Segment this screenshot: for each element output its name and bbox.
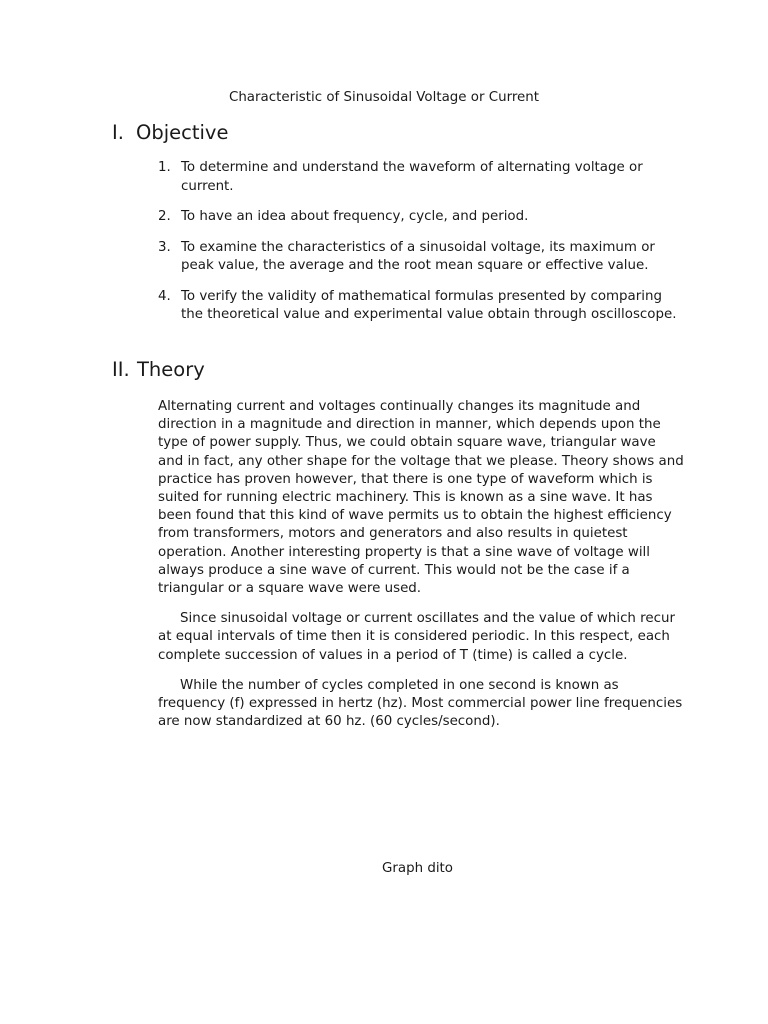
item-text: To have an idea about frequency, cycle, and period. — [181, 209, 529, 224]
objective-item — [158, 239, 678, 276]
item-text: To verify the validity of mathematical formulas presented by comparing the theoretical value and experimental value obtain through oscilloscope. — [181, 288, 677, 322]
objective-item — [158, 159, 678, 196]
item-text: To examine the characteristics of a sinusoidal voltage, its maximum or peak value, the average and the root mean square or effective value. — [181, 239, 655, 273]
objective-list — [158, 159, 678, 337]
item-number: 2. — [158, 209, 171, 224]
graph-placeholder-note: Graph dito — [382, 861, 453, 876]
theory-paragraph: Alternating current and voltages continually changes its magnitude and direction in a magnitude and direction in manner, which depends upon the type of power supply. Thus, we could obtain square wave, triangular wave and in fact, any other shape for the voltage that we please. Theory shows and practice has proven however, that there is one type of waveform which is suited for running electric machinery. This is known as a sine wave. It has been found that this kind of wave permits us to obtain the highest efficiency from transformers, motors and generators and also results in quietest operation. Another interesting property is that a sine wave of voltage will always produce a sine wave of current. This would not be the case if a triangular or a square wave were used. — [158, 399, 684, 597]
document-title: Characteristic of Sinusoidal Voltage or Current — [228, 90, 540, 105]
objective-item — [158, 288, 678, 325]
item-number: 3. — [158, 239, 171, 255]
item-number: 4. — [158, 288, 171, 304]
objective-item — [158, 208, 678, 227]
theory-paragraph: While the number of cycles completed in one second is known as frequency (f) expressed in hertz (hz). Most commercial power line frequencies are now standardized at 60 hz. (60 cycles/second). — [158, 677, 683, 730]
section-title: Objective — [136, 121, 229, 144]
section-number: I. — [112, 121, 124, 144]
section-title: Theory — [137, 358, 205, 381]
item-text: To determine and understand the waveform of alternating voltage or current. — [181, 160, 643, 194]
theory-paragraph: Since sinusoidal voltage or current oscillates and the value of which recur at equal intervals of time then it is considered periodic. In this respect, each complete succession of values in a period of T (time) is called a cycle. — [158, 611, 675, 663]
section-heading-theory — [112, 357, 205, 383]
section-heading-objective — [112, 120, 228, 146]
item-number: 1. — [158, 160, 171, 175]
section-number: II. — [112, 358, 130, 381]
theory-body — [158, 398, 684, 743]
